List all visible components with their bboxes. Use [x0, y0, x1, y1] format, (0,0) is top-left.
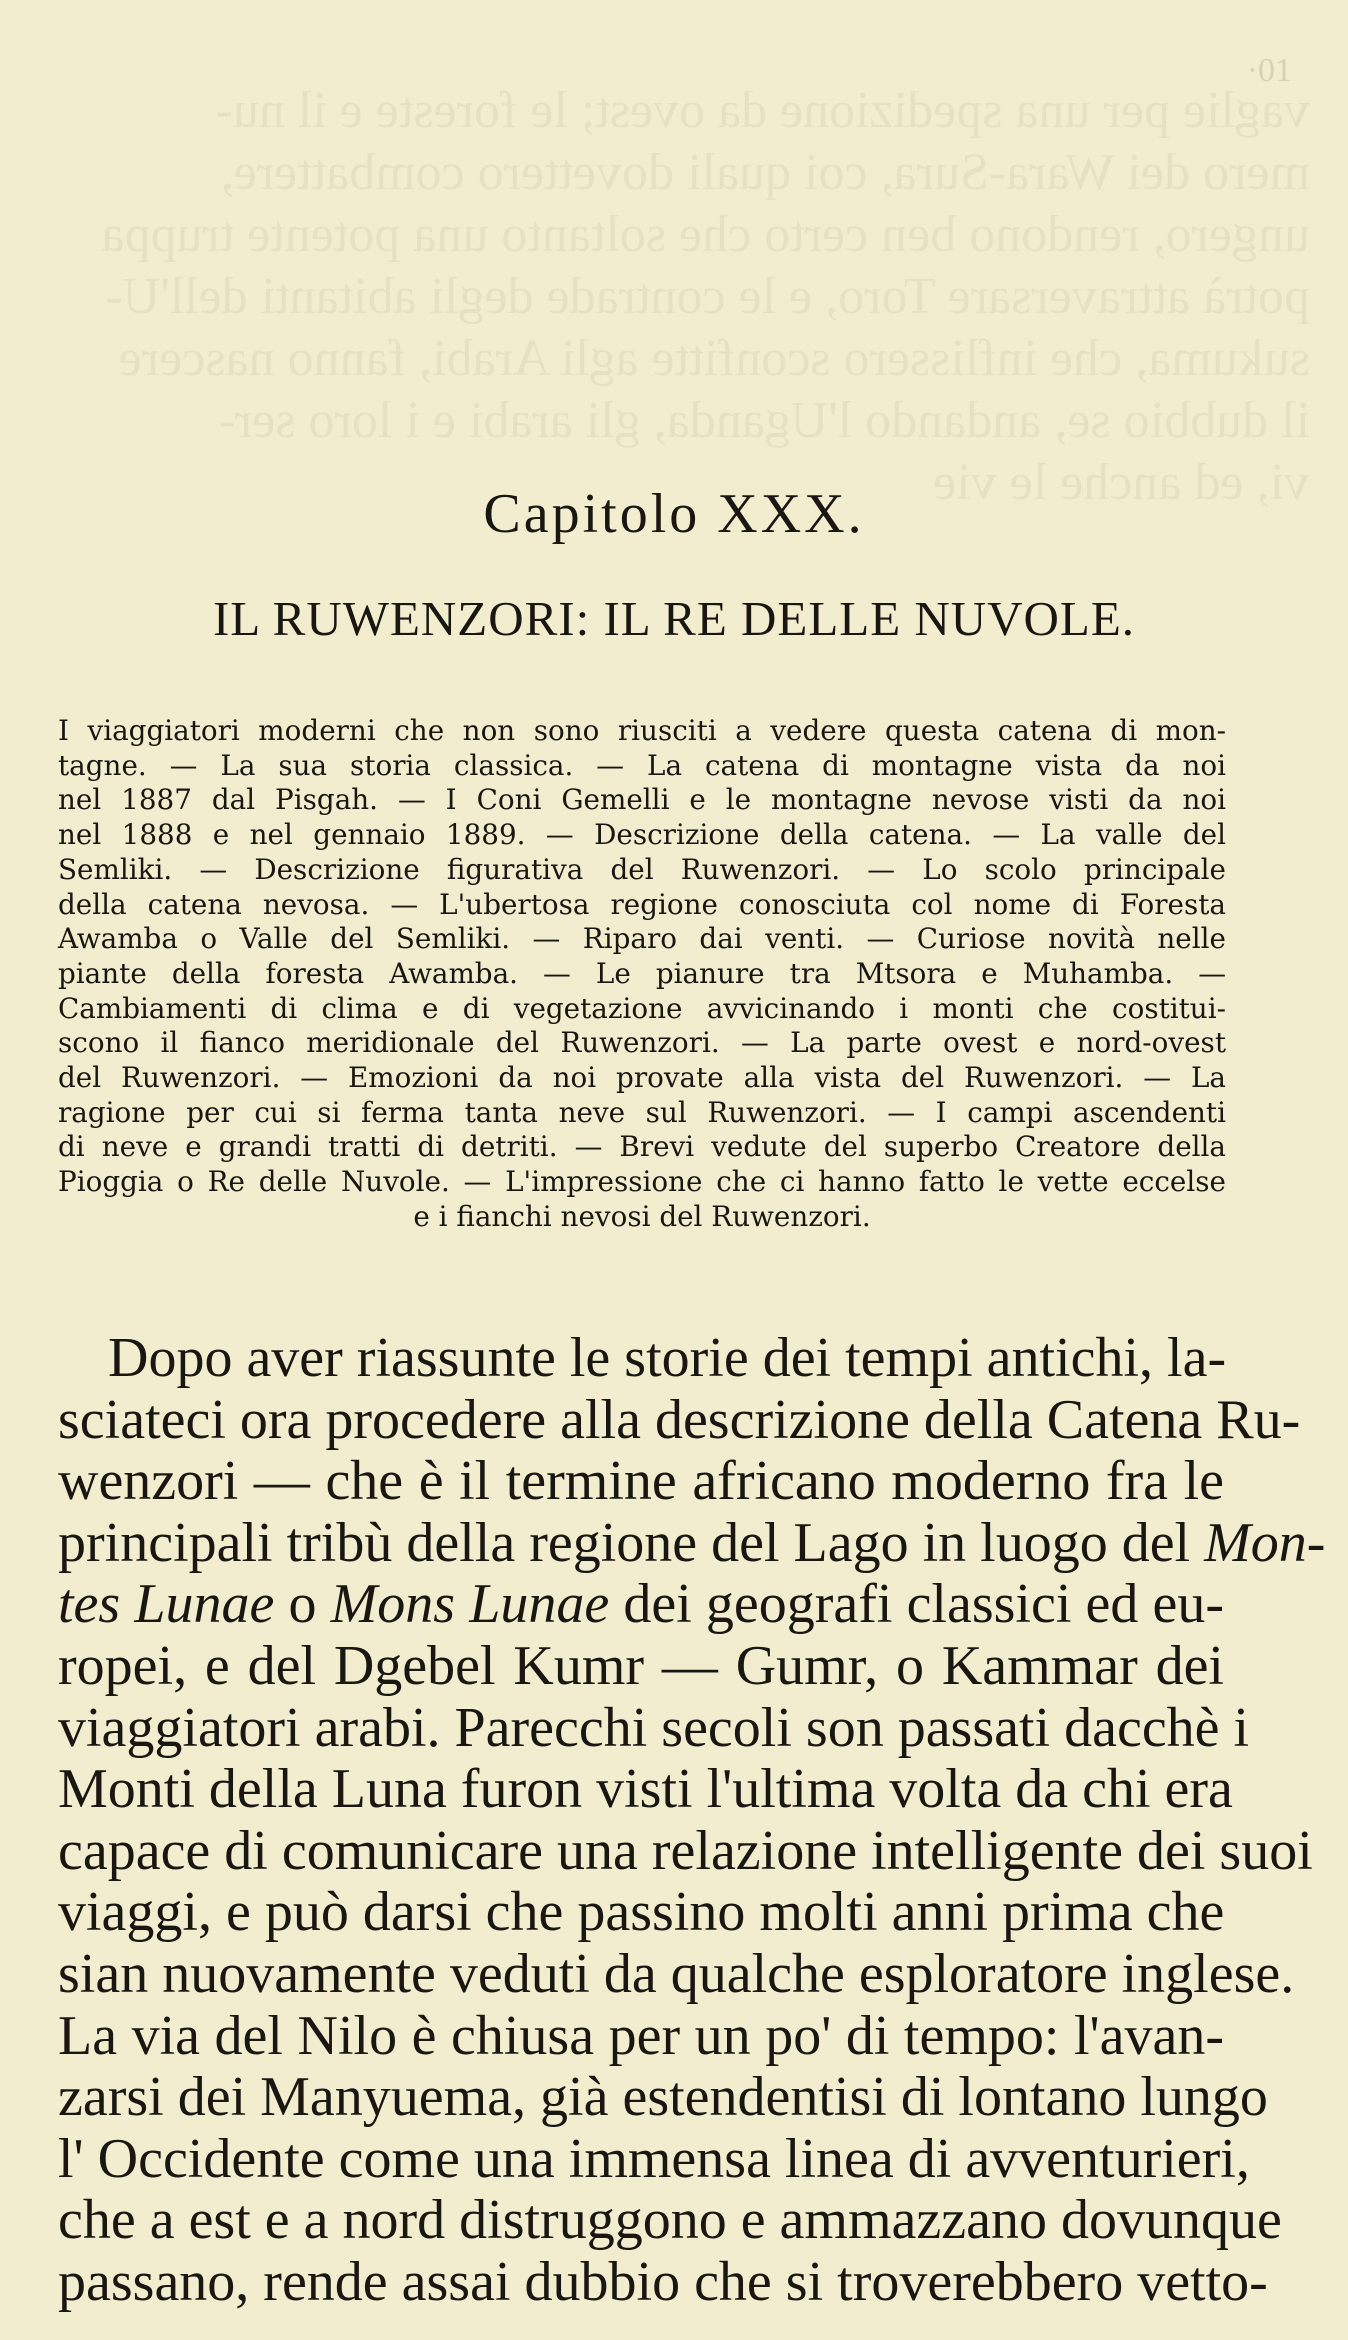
chapter-label: Capitolo XXX.	[483, 483, 865, 545]
summary-line: della catena nevosa. — L'ubertosa regione conosciuta col nome di Foresta	[58, 887, 1226, 921]
summary-line: I viaggiatori moderni che non sono riusciti a vedere questa catena di mon-	[58, 714, 1226, 747]
summary-line: del Ruwenzori. — Emozioni da noi provate alla vista del Ruwenzori. — La	[58, 1061, 1226, 1095]
bleed-through-text: vaglie per una spedizione da ovest; le foreste e il nu- mero dei Wara-Sura, coi quali dovettero combattere, ungero, rendono ben certo che soltanto una potente truppa potrà attraversare Toro, e le contrade degli abitanti dell'U- sukuma, che inflissero sconfitte agli Arabi, fanno nascere il dubbio se, andando l'Uganda, gli arabi e i loro ser- vi, ed anche le vie	[101, 82, 1310, 511]
body-line: wenzori — che è il termine africano moderno fra le	[58, 1450, 1224, 1513]
body-line: passano, rende assai dubbio che si troverebbero vetto-	[58, 2250, 1268, 2313]
summary-line: Semliki. — Descrizione figurativa del Ruwenzori. — Lo scolo principale	[58, 852, 1226, 886]
summary-line: di neve e grandi tratti di detriti. — Brevi vedute del superbo Creatore della	[58, 1130, 1226, 1164]
chapter-summary	[58, 714, 1226, 1235]
italic-latin-term: tes Lunae	[58, 1573, 275, 1636]
chapter-title	[0, 590, 1348, 647]
summary-line: nel 1887 dal Pisgah. — I Coni Gemelli e le montagne nevose visti da noi	[58, 783, 1226, 817]
body-line: capace di comunicare una relazione intelligente dei suoi	[58, 1819, 1313, 1882]
body-line: ropei, e del Dgebel Kumr — Gumr, o Kammar dei	[58, 1634, 1224, 1697]
body-line	[58, 1574, 1224, 1636]
body-line: che a est e a nord distruggono e ammazzano dovunque	[58, 2189, 1282, 2252]
body-line: sian nuovamente veduti da qualche esploratore inglese.	[58, 1942, 1295, 2005]
summary-line: Pioggia o Re delle Nuvole. — L'impressione che ci hanno fatto le vette eccelse	[58, 1165, 1226, 1199]
summary-line: Cambiamenti di clima e di vegetazione avvicinando i monti che costitui-	[58, 991, 1226, 1025]
body-line: Dopo aver riassunte le storie dei tempi antichi, la-	[108, 1327, 1227, 1389]
body-text: dei geografi classici ed eu-	[623, 1573, 1225, 1636]
body-text: principali tribù della regione del Lago in luogo del	[58, 1511, 1191, 1574]
italic-latin-term: Mon-	[1204, 1511, 1326, 1574]
body-line: zarsi dei Manyuema, già estendentisi di lontano lungo	[58, 2066, 1268, 2129]
summary-line: nel 1888 e nel gennaio 1889. — Descrizione della catena. — La valle del	[58, 818, 1226, 852]
summary-line: scono il fianco meridionale del Ruwenzori. — La parte ovest e nord-ovest	[58, 1026, 1226, 1060]
summary-line: Awamba o Valle del Semliki. — Riparo dai venti. — Curiose novità nelle	[58, 922, 1226, 956]
summary-line: tagne. — La sua storia classica. — La catena di montagne vista da noi	[58, 748, 1226, 782]
bleed-through-page-number: ·01	[1246, 52, 1292, 89]
chapter-heading	[0, 482, 1348, 546]
body-line: Monti della Luna furon visti l'ultima volta da chi era	[58, 1758, 1233, 1821]
body-line: viaggi, e può darsi che passino molti anni prima che	[58, 1881, 1225, 1944]
summary-line-last: e i fianchi nevosi del Ruwenzori.	[413, 1199, 871, 1233]
body-line: l' Occidente come una immensa linea di avventurieri,	[58, 2127, 1250, 2190]
summary-line: ragione per cui si ferma tanta neve sul Ruwenzori. — I campi ascendenti	[58, 1095, 1226, 1129]
body-line	[58, 1511, 1326, 1575]
italic-latin-term: Mons Lunae	[330, 1573, 610, 1636]
chapter-title-text: IL RUWENZORI: IL RE DELLE NUVOLE.	[212, 591, 1136, 646]
body-line: La via del Nilo è chiusa per un po' di tempo: l'avan-	[58, 2004, 1224, 2067]
summary-line: piante della foresta Awamba. — Le pianure tra Mtsora e Muhamba. —	[58, 956, 1226, 990]
body-paragraph	[58, 1327, 1326, 2314]
body-line: sciateci ora procedere alla descrizione della Catena Ru-	[58, 1388, 1301, 1451]
body-line: viaggiatori arabi. Parecchi secoli son passati dacchè i	[58, 1696, 1250, 1759]
body-text: o	[288, 1573, 317, 1636]
